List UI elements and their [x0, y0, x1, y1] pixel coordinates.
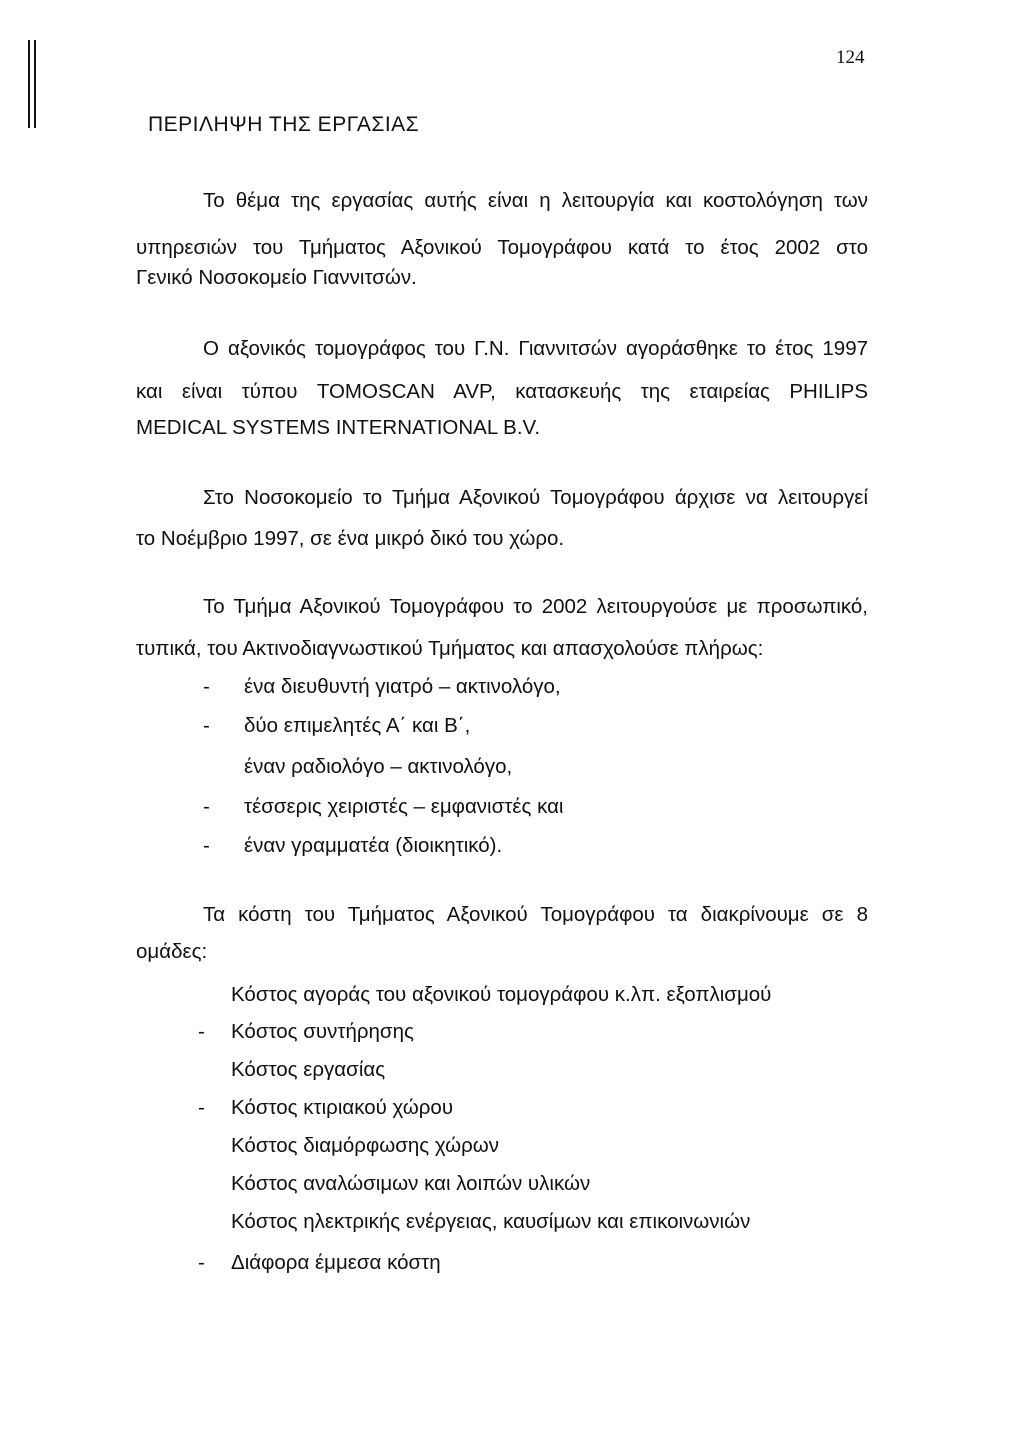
- paragraph-2-line-2: και είναι τύπου TOMOSCAN AVP, κατασκευής της εταιρείας PHILIPS: [136, 380, 868, 403]
- paragraph-5-line-1: Τα κόστη του Τμήματος Αξονικού Τομογράφου τα διακρίνουμε σε 8: [203, 903, 868, 926]
- cost-list-item: Κόστος διαμόρφωσης χώρων: [231, 1134, 500, 1157]
- staff-list-item: έναν γραμματέα (διοικητικό).: [244, 834, 503, 857]
- cost-list-item: Κόστος αγοράς του αξονικού τομογράφου κ.λπ. εξοπλισμού: [231, 983, 772, 1006]
- staff-list-item: ένα διευθυντή γιατρό – ακτινολόγο,: [244, 675, 561, 698]
- paragraph-2-line-1: Ο αξονικός τομογράφος του Γ.Ν. Γιαννιτσών αγοράσθηκε το έτος 1997: [203, 337, 868, 360]
- paragraph-1-line-1: Το θέμα της εργασίας αυτής είναι η λειτουργία και κοστολόγηση των: [203, 189, 868, 212]
- cost-list-item: Κόστος κτιριακού χώρου: [231, 1096, 454, 1119]
- staff-list-item: έναν ραδιολόγο – ακτινολόγο,: [244, 755, 513, 778]
- cost-list-item: Διάφορα έμμεσα κόστη: [231, 1251, 441, 1274]
- cost-list-item: Κόστος ηλεκτρικής ενέργειας, καυσίμων και επικοινωνιών: [231, 1210, 751, 1233]
- page-number: 124: [836, 47, 865, 68]
- list-dash: -: [198, 1251, 205, 1274]
- cost-list-item: Κόστος συντήρησης: [231, 1020, 414, 1043]
- paragraph-1-line-3: Γενικό Νοσοκομείο Γιαννιτσών.: [136, 266, 417, 289]
- list-dash: -: [198, 1096, 205, 1119]
- paragraph-4-line-1: Το Τμήμα Αξονικού Τομογράφου το 2002 λειτουργούσε με προσωπικό,: [203, 595, 868, 618]
- cost-list-item: Κόστος εργασίας: [231, 1058, 386, 1081]
- margin-bar: [28, 40, 30, 128]
- paragraph-5-line-2: ομάδες:: [136, 940, 208, 963]
- paragraph-1-line-2: υπηρεσιών του Τμήματος Αξονικού Τομογράφου κατά το έτος 2002 στο: [136, 236, 868, 259]
- paragraph-4-line-2: τυπικά, του Ακτινοδιαγνωστικού Τμήματος και απασχολούσε πλήρως:: [136, 637, 764, 660]
- page-title: ΠΕΡΙΛΗΨΗ ΤΗΣ ΕΡΓΑΣΙΑΣ: [148, 113, 420, 136]
- paragraph-3-line-2: το Νοέμβριο 1997, σε ένα μικρό δικό του χώρο.: [136, 527, 565, 550]
- list-dash: -: [203, 795, 210, 818]
- list-dash: -: [198, 1020, 205, 1043]
- cost-list-item: Κόστος αναλώσιμων και λοιπών υλικών: [231, 1172, 591, 1195]
- margin-bar: [34, 40, 36, 128]
- staff-list-item: τέσσερις χειριστές – εμφανιστές και: [244, 795, 564, 818]
- paragraph-2-line-3: MEDICAL SYSTEMS INTERNATIONAL B.V.: [136, 416, 541, 439]
- list-dash: -: [203, 714, 210, 737]
- paragraph-3-line-1: Στο Νοσοκομείο το Τμήμα Αξονικού Τομογράφου άρχισε να λειτουργεί: [203, 486, 868, 509]
- staff-list-item: δύο επιμελητές Α΄ και Β΄,: [244, 714, 471, 737]
- list-dash: -: [203, 675, 210, 698]
- list-dash: -: [203, 834, 210, 857]
